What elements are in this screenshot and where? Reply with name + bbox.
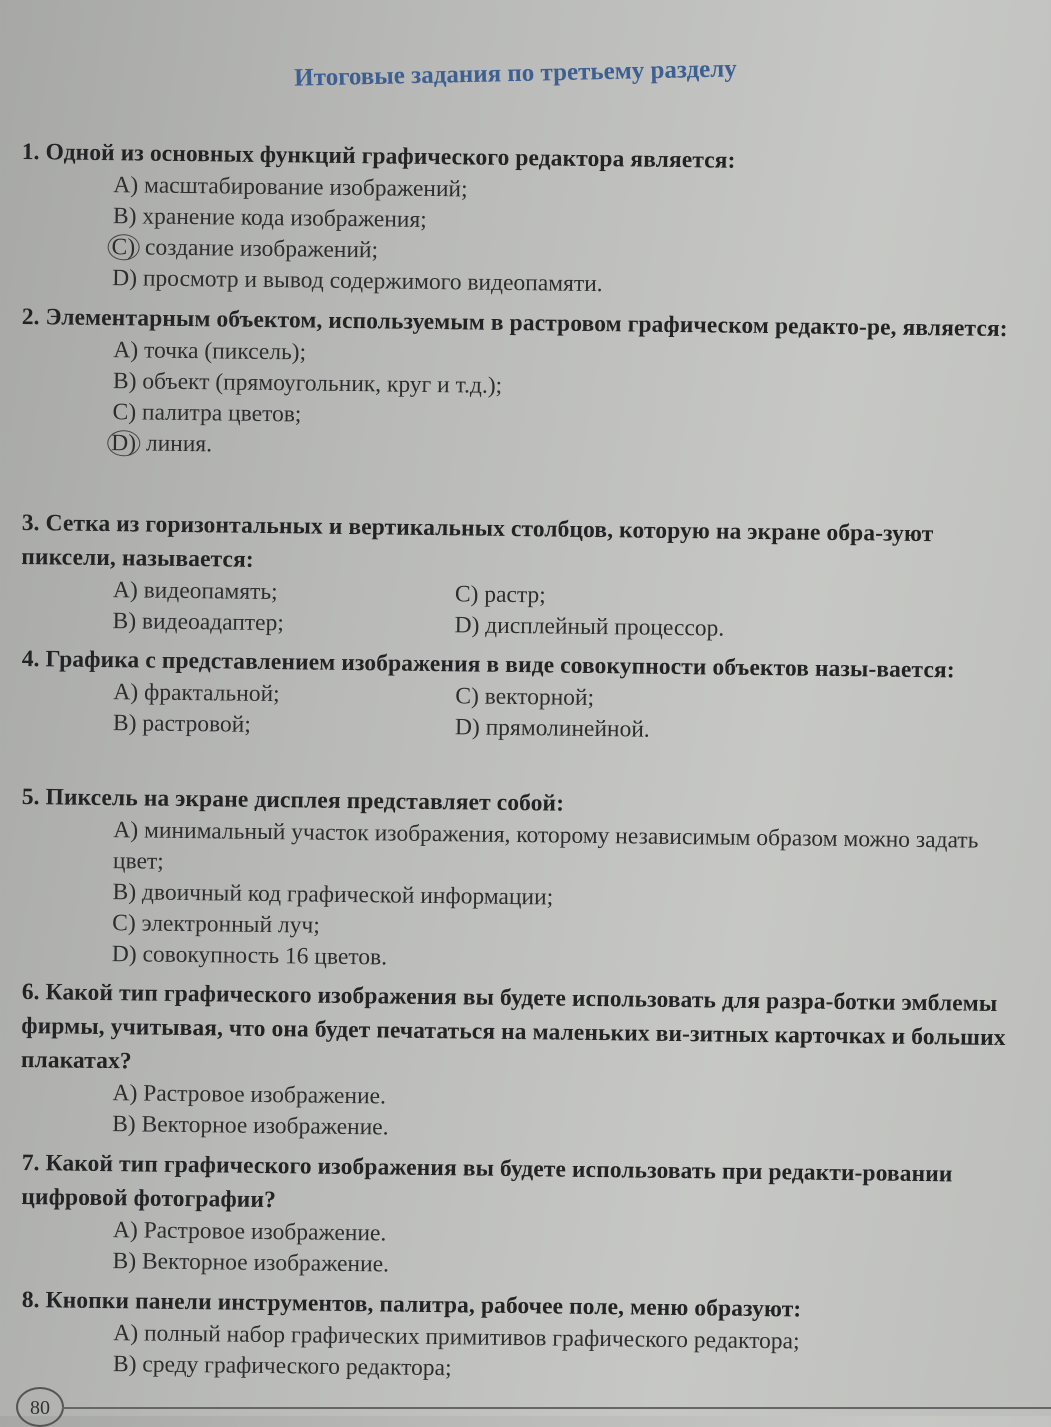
option-d: D) совокупность 16 цветов. [111, 941, 388, 971]
question-text: 6. Какой тип графического изображения вы будете использовать для разра-ботки эмблемы фирмы, учитывая, что она будет печататься на маленьких ви-зитных карточках и больших плакатах? [20, 978, 1006, 1075]
options-list [112, 815, 1012, 981]
options-list [112, 335, 1011, 470]
footer-rule [62, 1407, 1051, 1409]
option-b: B) растровой; [112, 710, 252, 738]
option-d: D) дисплейный процессор. [454, 612, 725, 642]
option-b: B) Векторное изображение. [112, 1248, 390, 1278]
options-grid [112, 575, 1011, 648]
option-b: B) среду графического редактора; [112, 1351, 452, 1382]
option-a: A) масштабирование изображений; [113, 172, 468, 203]
question-8 [21, 1283, 1012, 1391]
option-a: A) точка (пиксель); [113, 337, 307, 366]
question-text: 1. Одной из основных функций графического редактора является: [21, 138, 736, 174]
question-text: 7. Какой тип графического изображения вы будете использовать при редакти-ровании цифровой фотографии? [21, 1149, 953, 1214]
section-title: Итоговые задания по третьему разделу [293, 55, 737, 92]
question-text: 5. Пиксель на экране дисплея представляет собой: [21, 783, 565, 817]
option-b: B) объект (прямоугольник, круг и т.д.); [112, 368, 503, 399]
option-c: C) растр; [454, 581, 546, 609]
question-5 [20, 780, 1012, 981]
question-text: 4. Графика с представлением изображения в виде совокупности объектов назы-вается: [21, 645, 955, 684]
option-a: A) Растровое изображение. [112, 1217, 387, 1247]
options-grid [113, 677, 1012, 750]
question-text: 2. Элементарным объектом, используемым в растровом графическом редакто-ре, является: [21, 303, 1008, 343]
selection-circle-mark: D) [107, 430, 140, 456]
option-c: C) векторной; [455, 683, 595, 711]
option-b: B) двоичный код графической информации; [112, 879, 554, 911]
option-d: D) просмотр и вывод содержимого видеопамяти. [112, 265, 603, 298]
option-a: A) минимальный участок изображения, которому независимым образом можно задать цвет; [112, 817, 979, 875]
option-a: A) Растровое изображение. [112, 1080, 387, 1110]
option-b: B) хранение кода изображения; [112, 203, 427, 233]
option-a: A) полный набор графических примитивов графического редактора; [113, 1320, 800, 1355]
options-list [113, 1318, 1012, 1391]
question-1 [20, 135, 1012, 305]
option-d-selected: D) линия. [112, 428, 1010, 470]
option-b: B) Векторное изображение. [112, 1111, 389, 1141]
option-c: C) палитра цветов; [112, 399, 302, 428]
question-6 [20, 975, 1012, 1151]
options-list [112, 170, 1011, 305]
options-list [112, 1215, 1011, 1288]
option-a: A) фрактальной; [113, 679, 280, 708]
question-4 [21, 642, 1012, 750]
option-a: A) видеопамять; [112, 577, 278, 606]
option-c: C) электронный луч; [112, 910, 320, 939]
question-2 [20, 300, 1012, 470]
page-number: 80 [16, 1387, 64, 1427]
question-text: 8. Кнопки панели инструментов, палитра, рабочее поле, меню образуют: [21, 1286, 802, 1323]
option-c-selected: C) создание изображений; [112, 232, 1010, 274]
question-3 [20, 506, 1012, 648]
selection-circle-mark: C) [107, 234, 139, 260]
options-list [112, 1078, 1011, 1151]
option-d: D) прямолинейной. [454, 714, 650, 743]
question-text: 3. Сетка из горизонтальных и вертикальных столбцов, которую на экране обра-зуют пиксели, называется: [21, 509, 934, 573]
option-b: B) видеоадаптер; [112, 608, 284, 637]
question-7 [20, 1146, 1012, 1288]
